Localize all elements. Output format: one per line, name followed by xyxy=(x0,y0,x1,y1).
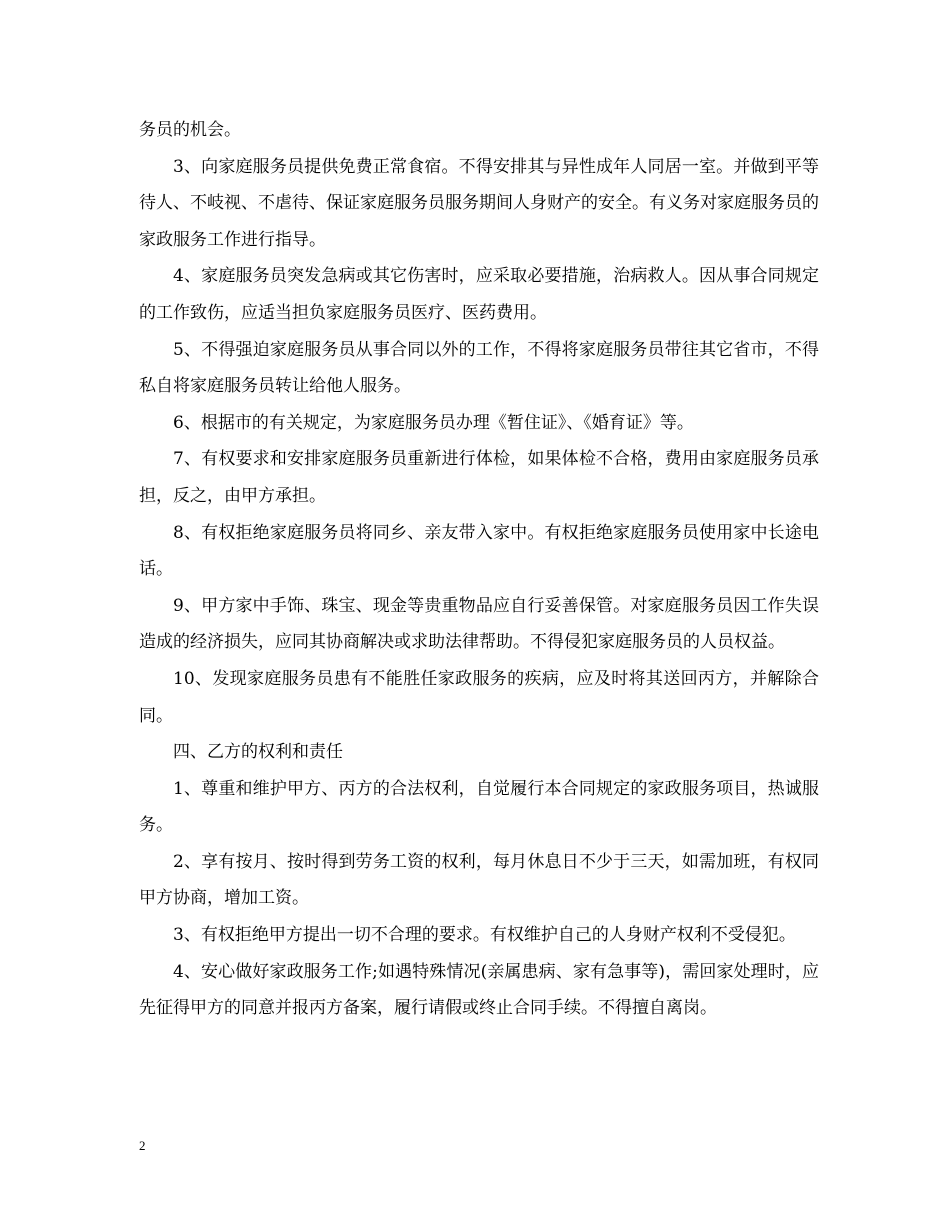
paragraph: 8、有权拒绝家庭服务员将同乡、亲友带入家中。有权拒绝家庭服务员使用家中长途电话。 xyxy=(139,522,819,580)
paragraph: 1、尊重和维护甲方、丙方的合法权利，自觉履行本合同规定的家政服务项目，热诚服务。 xyxy=(139,778,819,836)
paragraph: 10、发现家庭服务员患有不能胜任家政服务的疾病，应及时将其送回丙方，并解除合同。 xyxy=(139,668,819,726)
paragraph: 4、家庭服务员突发急病或其它伤害时，应采取必要措施，治病救人。因从事合同规定的工作致伤，应适当担负家庭服务员医疗、医药费用。 xyxy=(139,266,819,323)
paragraph: 5、不得强迫家庭服务员从事合同以外的工作，不得将家庭服务员带往其它省市，不得私自将家庭服务员转让给他人服务。 xyxy=(139,339,819,397)
page-number: 2 xyxy=(139,1138,146,1153)
paragraph: 7、有权要求和安排家庭服务员重新进行体检，如果体检不合格，费用由家庭服务员承担，反之，由甲方承担。 xyxy=(139,449,819,506)
paragraph: 2、享有按月、按时得到劳务工资的权利，每月休息日不少于三天，如需加班，有权同甲方协商，增加工资。 xyxy=(139,851,819,909)
document-body xyxy=(139,112,819,1027)
paragraph: 3、向家庭服务员提供免费正常食宿。不得安排其与异性成年人同居一室。并做到平等待人、不岐视、不虐待、保证家庭服务员服务期间人身财产的安全。有义务对家庭服务员的家政服务工作进行指导。 xyxy=(139,156,819,250)
paragraph: 6、根据市的有关规定，为家庭服务员办理《暂住证》、《婚育证》等。 xyxy=(173,412,694,433)
paragraph: 9、甲方家中手饰、珠宝、现金等贵重物品应自行妥善保管。对家庭服务员因工作失误造成的经济损失，应同其协商解决或求助法律帮助。不得侵犯家庭服务员的人员权益。 xyxy=(139,595,819,653)
section-heading: 四、乙方的权利和责任 xyxy=(173,742,343,763)
paragraph: 务员的机会。 xyxy=(139,120,241,140)
paragraph: 4、安心做好家政服务工作;如遇特殊情况(亲属患病、家有急事等)，需回家处理时，应先征得甲方的同意并报丙方备案，履行请假或终止合同手续。不得擅自离岗。 xyxy=(139,961,819,1019)
paragraph: 3、有权拒绝甲方提出一切不合理的要求。有权维护自己的人身财产权利不受侵犯。 xyxy=(173,925,796,946)
